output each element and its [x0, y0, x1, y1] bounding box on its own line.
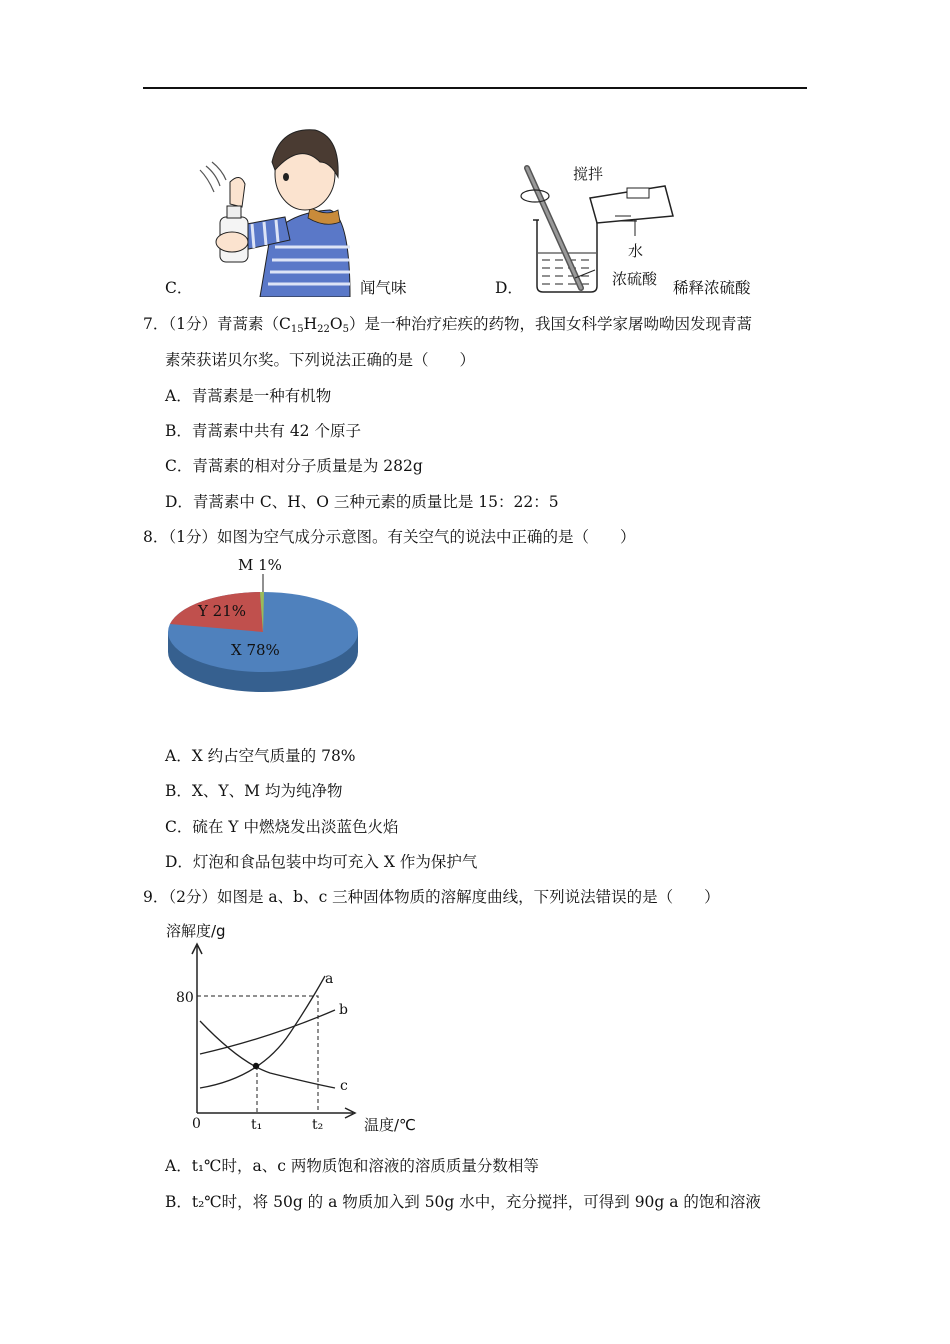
q9-stem: 9．（2分）如图是 a、b、c 三种固体物质的溶解度曲线，下列说法错误的是（ ）: [143, 888, 720, 906]
graph-t2: t₂: [312, 1117, 324, 1133]
intersection-point: [253, 1063, 259, 1069]
pie-label-x: X 78%: [231, 641, 280, 659]
q6-option-c-caption: 闻气味: [360, 279, 407, 297]
q9-option-b: B．t₂℃时，将 50g 的 a 物质加入到 50g 水中，充分搅拌，可得到 90g a 的饱和溶液: [165, 1193, 761, 1211]
q8-option-a: A．X 约占空气质量的 78%: [165, 747, 356, 765]
q6-option-d-letter: D．: [495, 279, 523, 297]
label-acid: 浓硫酸: [612, 270, 658, 288]
q8-option-c: C．硫在 Y 中燃烧发出淡蓝色火焰: [165, 818, 399, 836]
graph-ylabel: 溶解度/g: [166, 922, 226, 940]
q7-option-a: A．青蒿素是一种有机物: [165, 387, 332, 405]
pie-label-m: M 1%: [238, 556, 282, 574]
q9-option-a: A．t₁℃时，a、c 两物质饱和溶液的溶质质量分数相等: [165, 1157, 539, 1175]
graph-xlabel: 温度/℃: [364, 1116, 416, 1134]
air-pie-chart: [160, 552, 370, 712]
smell-illustration: [190, 122, 360, 297]
curve-b-label: b: [339, 1002, 348, 1018]
label-stir: 搅拌: [573, 165, 604, 183]
curve-c: [200, 1021, 335, 1088]
q7-option-b: B．青蒿素中共有 42 个原子: [165, 422, 361, 440]
q8-option-d: D．灯泡和食品包装中均可充入 X 作为保护气: [165, 853, 478, 871]
q6-option-c-letter: C．: [165, 279, 193, 297]
q7-stem-line1: 7．（1分）青蒿素$(C_{15}H_{22}O_5)$是一种治疗疟疾的药物，我国女科学家屠呦呦因发现青蒿: [143, 315, 752, 335]
graph-y80: 80: [176, 990, 194, 1006]
q7-stem-line2: 素荣获诺贝尔奖。下列说法正确的是（ ）: [165, 351, 476, 369]
graph-origin: 0: [192, 1116, 201, 1132]
curve-a: [200, 976, 325, 1088]
q8-option-b: B．X、Y、M 均为纯净物: [165, 782, 343, 800]
graph-t1: t₁: [251, 1117, 263, 1133]
q7-option-c: C．青蒿素的相对分子质量是为 282g: [165, 457, 423, 475]
pie-label-y: Y 21%: [198, 602, 247, 620]
curve-b: [200, 1010, 335, 1054]
header-rule: [143, 87, 807, 89]
label-water: 水: [628, 242, 644, 260]
solubility-graph: [160, 918, 440, 1143]
q6-option-d-caption: 稀释浓硫酸: [673, 279, 751, 297]
q8-stem: 8．（1分）如图为空气成分示意图。有关空气的说法中正确的是（ ）: [143, 528, 636, 546]
curve-c-label: c: [340, 1078, 348, 1094]
curve-a-label: a: [325, 971, 334, 987]
q7-option-d: D．青蒿素中 C、H、O 三种元素的质量比是 15：22：5: [165, 493, 559, 511]
